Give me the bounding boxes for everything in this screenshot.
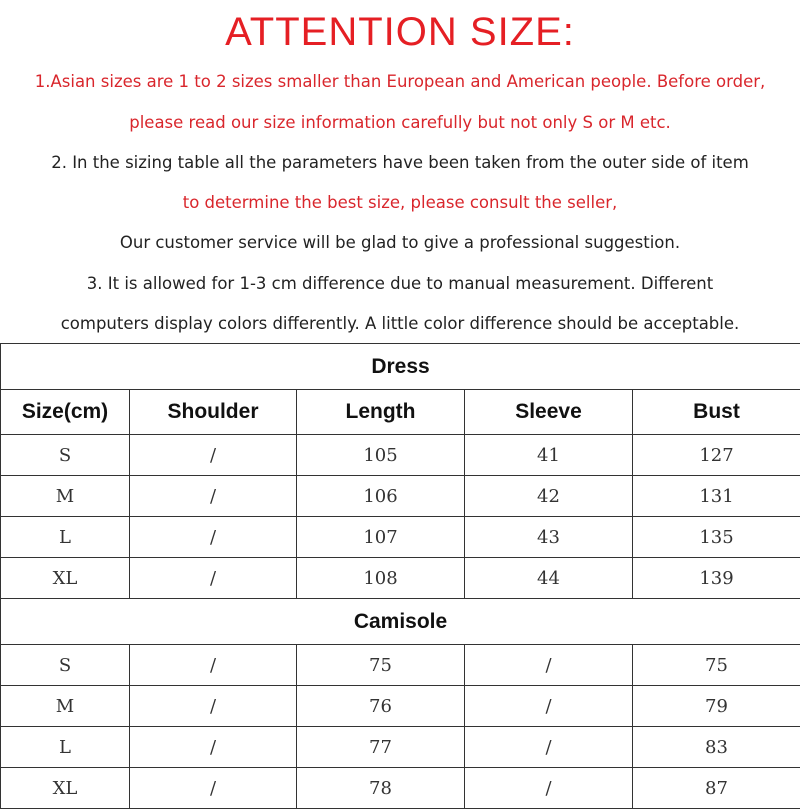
table-cell: 41 [465,435,633,476]
table-cell: 75 [297,645,465,686]
header-sleeve: Sleeve [465,390,633,435]
table-cell: 75 [633,645,800,686]
table-cell: / [465,768,633,809]
table-cell: 127 [633,435,800,476]
table-cell: 77 [297,727,465,768]
table-cell: L [1,727,130,768]
table-row [1,645,800,686]
table-cell: 87 [633,768,800,809]
header-length: Length [297,390,465,435]
table-cell: / [130,686,297,727]
notice-line-6: 3. It is allowed for 1-3 cm difference due to manual measurement. Different [0,273,800,295]
notice-line-5: Our customer service will be glad to give a professional suggestion. [0,232,800,254]
notice-line-4: to determine the best size, please consult the seller, [0,192,800,214]
table-cell: 108 [297,558,465,599]
notice-line-1: 1.Asian sizes are 1 to 2 sizes smaller than European and American people. Before order, [0,71,800,93]
table-cell: XL [1,768,130,809]
table-cell: 42 [465,476,633,517]
table-cell: / [130,558,297,599]
table-cell: XL [1,558,130,599]
table-cell: S [1,645,130,686]
table-row [1,686,800,727]
table-row [1,517,800,558]
notice-line-2: please read our size information carefully but not only S or M etc. [0,112,800,134]
table-row [1,558,800,599]
table-cell: 43 [465,517,633,558]
table-cell: S [1,435,130,476]
table-cell: M [1,476,130,517]
table-cell: 106 [297,476,465,517]
table-cell: / [130,476,297,517]
table-cell: / [465,645,633,686]
notice-title: ATTENTION SIZE: [0,8,800,56]
table-cell: 131 [633,476,800,517]
table-cell: 139 [633,558,800,599]
table-cell: / [465,686,633,727]
table-cell: M [1,686,130,727]
table-cell: / [130,435,297,476]
section-title-row [1,599,800,645]
header-shoulder: Shoulder [130,390,297,435]
table-cell: 105 [297,435,465,476]
table-cell: / [465,727,633,768]
table-cell: / [130,727,297,768]
section-title-row [1,344,800,390]
notice-line-3: 2. In the sizing table all the parameters have been taken from the outer side of item [0,152,800,174]
notice-line-7: computers display colors differently. A little color difference should be acceptable. [0,313,800,335]
table-cell: 135 [633,517,800,558]
table-cell: / [130,768,297,809]
table-cell: 76 [297,686,465,727]
section-title-dress: Dress [1,344,800,390]
table-row [1,727,800,768]
table-cell: L [1,517,130,558]
table-cell: 83 [633,727,800,768]
table-cell: 78 [297,768,465,809]
header-size: Size(cm) [1,390,130,435]
table-cell: 107 [297,517,465,558]
section-title-camisole: Camisole [1,599,800,645]
header-row [1,390,800,435]
table-cell: 44 [465,558,633,599]
size-notice [0,0,800,343]
table-cell: / [130,645,297,686]
table-cell: / [130,517,297,558]
table-cell: 79 [633,686,800,727]
header-bust: Bust [633,390,800,435]
size-table [0,343,800,809]
table-row [1,768,800,809]
table-row [1,435,800,476]
table-row [1,476,800,517]
